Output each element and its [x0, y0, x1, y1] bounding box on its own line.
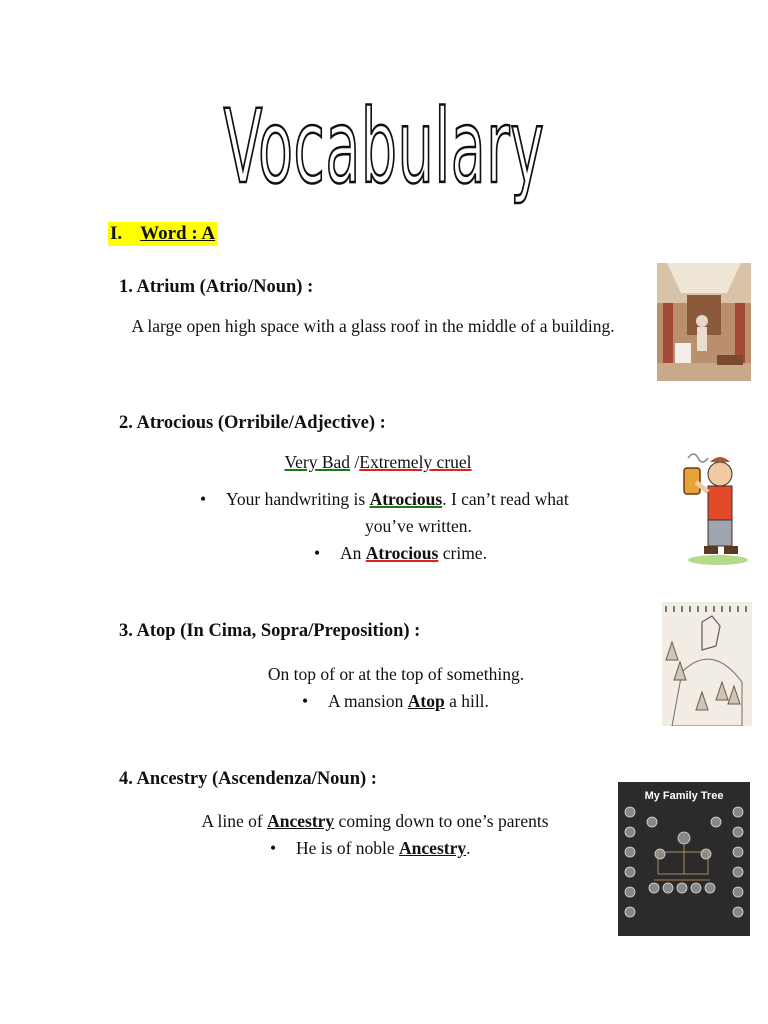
example-text: crime.	[438, 543, 487, 563]
family-tree-title: My Family Tree	[644, 790, 724, 802]
example-text: .	[466, 838, 471, 858]
section-numeral: I.	[110, 223, 123, 244]
definition-ancestry	[150, 808, 600, 835]
definition-part-extremely-cruel: Extremely cruel	[359, 452, 472, 472]
definition-atop: On top of or at the top of something.	[267, 664, 525, 684]
keyword-ancestry: Ancestry	[399, 838, 467, 858]
example-text: . I can’t read what	[442, 489, 569, 509]
example-text: a hill.	[444, 691, 489, 711]
example-text: Your handwriting is	[226, 489, 370, 509]
atrium-image	[657, 263, 751, 381]
definition-part-very-bad: Very Bad	[284, 452, 351, 472]
example-ancestry-1	[270, 835, 470, 862]
definition-atrocious	[118, 449, 638, 476]
bullet-icon: •	[200, 489, 207, 509]
example-atop-1	[302, 688, 489, 715]
definition-text: A line of	[201, 811, 268, 831]
entry-heading-atrocious: 2. Atrocious (Orribile/Adjective) :	[119, 413, 386, 433]
bullet-icon: •	[302, 691, 309, 711]
keyword-atop: Atop	[407, 691, 445, 711]
keyword-ancestry: Ancestry	[267, 811, 335, 831]
example-atrocious-2	[314, 540, 487, 567]
example-text: An	[340, 543, 366, 563]
section-heading	[108, 222, 217, 246]
keyword-atrocious: Atrocious	[365, 543, 439, 563]
bullet-icon: •	[314, 543, 321, 563]
example-text: He is of noble	[296, 838, 400, 858]
definition-separator: /	[350, 452, 360, 472]
entry-heading-atop: 3. Atop (In Cima, Sopra/Preposition) :	[119, 621, 421, 641]
bullet-icon: •	[270, 838, 277, 858]
example-atrocious-1-cont: you’ve written.	[365, 516, 472, 536]
section-label: Word : A	[140, 223, 216, 244]
example-atrocious-1	[200, 486, 569, 513]
sketch-image	[662, 602, 752, 726]
page-title: Vocabulary	[223, 88, 545, 207]
cartoon-image	[680, 448, 754, 566]
definition-text: coming down to one’s parents	[334, 811, 549, 831]
entry-heading-atrium: 1. Atrium (Atrio/Noun) :	[119, 277, 314, 297]
example-text: A mansion	[328, 691, 408, 711]
entry-heading-ancestry: 4. Ancestry (Ascendenza/Noun) :	[119, 769, 377, 789]
family-tree-image	[618, 782, 750, 936]
keyword-atrocious: Atrocious	[369, 489, 443, 509]
definition-atrium: A large open high space with a glass roof in the middle of a building.	[131, 316, 615, 336]
